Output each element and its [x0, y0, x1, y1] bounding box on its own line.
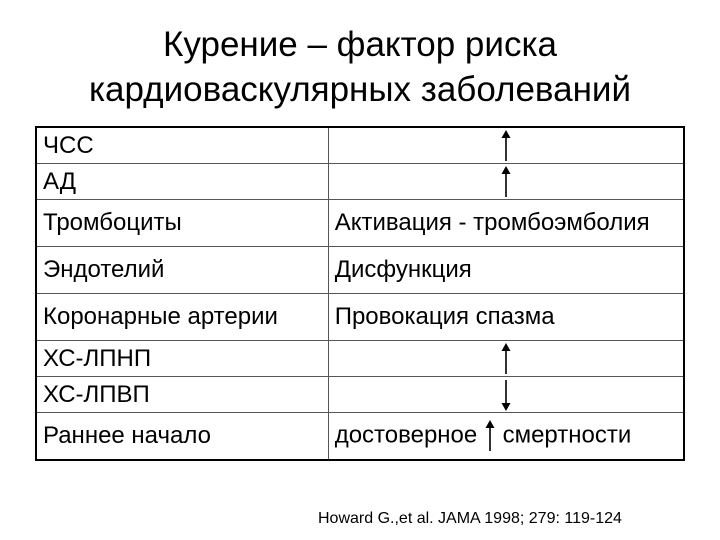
factor-cell: ЧСС	[36, 127, 328, 164]
table-row-platelets	[36, 200, 684, 247]
citation: Howard G.,et al. JAMA 1998; 279: 119-124	[318, 510, 622, 527]
arrow-up-icon	[484, 420, 496, 452]
effect-cell	[328, 127, 684, 164]
table-row-coronary-arteries	[36, 294, 684, 341]
title-line-2: кардиоваскулярных заболеваний	[88, 70, 632, 109]
table-row-endothelium	[36, 247, 684, 294]
factor-cell: Раннее начало	[36, 413, 328, 461]
factor-cell: Коронарные артерии	[36, 294, 328, 341]
arrow-down-icon	[500, 379, 512, 411]
table-row-blood-pressure	[36, 164, 684, 200]
factor-cell: ХС-ЛПВП	[36, 377, 328, 413]
effect-cell	[328, 341, 684, 377]
factor-cell: АД	[36, 164, 328, 200]
table-row-early-onset	[36, 413, 684, 461]
factor-cell: ХС-ЛПНП	[36, 341, 328, 377]
arrow-up-icon	[500, 166, 512, 198]
effect-cell	[328, 164, 684, 200]
arrow-up-icon	[500, 130, 512, 162]
table-row-hdl	[36, 377, 684, 413]
effect-cell	[328, 413, 684, 461]
table-row-ldl	[36, 341, 684, 377]
title-line-1: Курение – фактор риска	[162, 25, 557, 64]
effect-cell	[328, 377, 684, 413]
arrow-up-icon	[500, 343, 512, 375]
effect-cell: Активация - тромбоэмболия	[328, 200, 684, 247]
factor-cell: Тромбоциты	[36, 200, 328, 247]
effect-cell: Провокация спазма	[328, 294, 684, 341]
effect-cell: Дисфункция	[328, 247, 684, 294]
slide-title	[0, 22, 720, 112]
table-row-heart-rate	[36, 127, 684, 164]
factor-cell: Эндотелий	[36, 247, 328, 294]
effect-prefix: достоверное	[334, 421, 478, 449]
effect-suffix: смертности	[502, 421, 632, 449]
risk-factors-table	[35, 126, 685, 461]
